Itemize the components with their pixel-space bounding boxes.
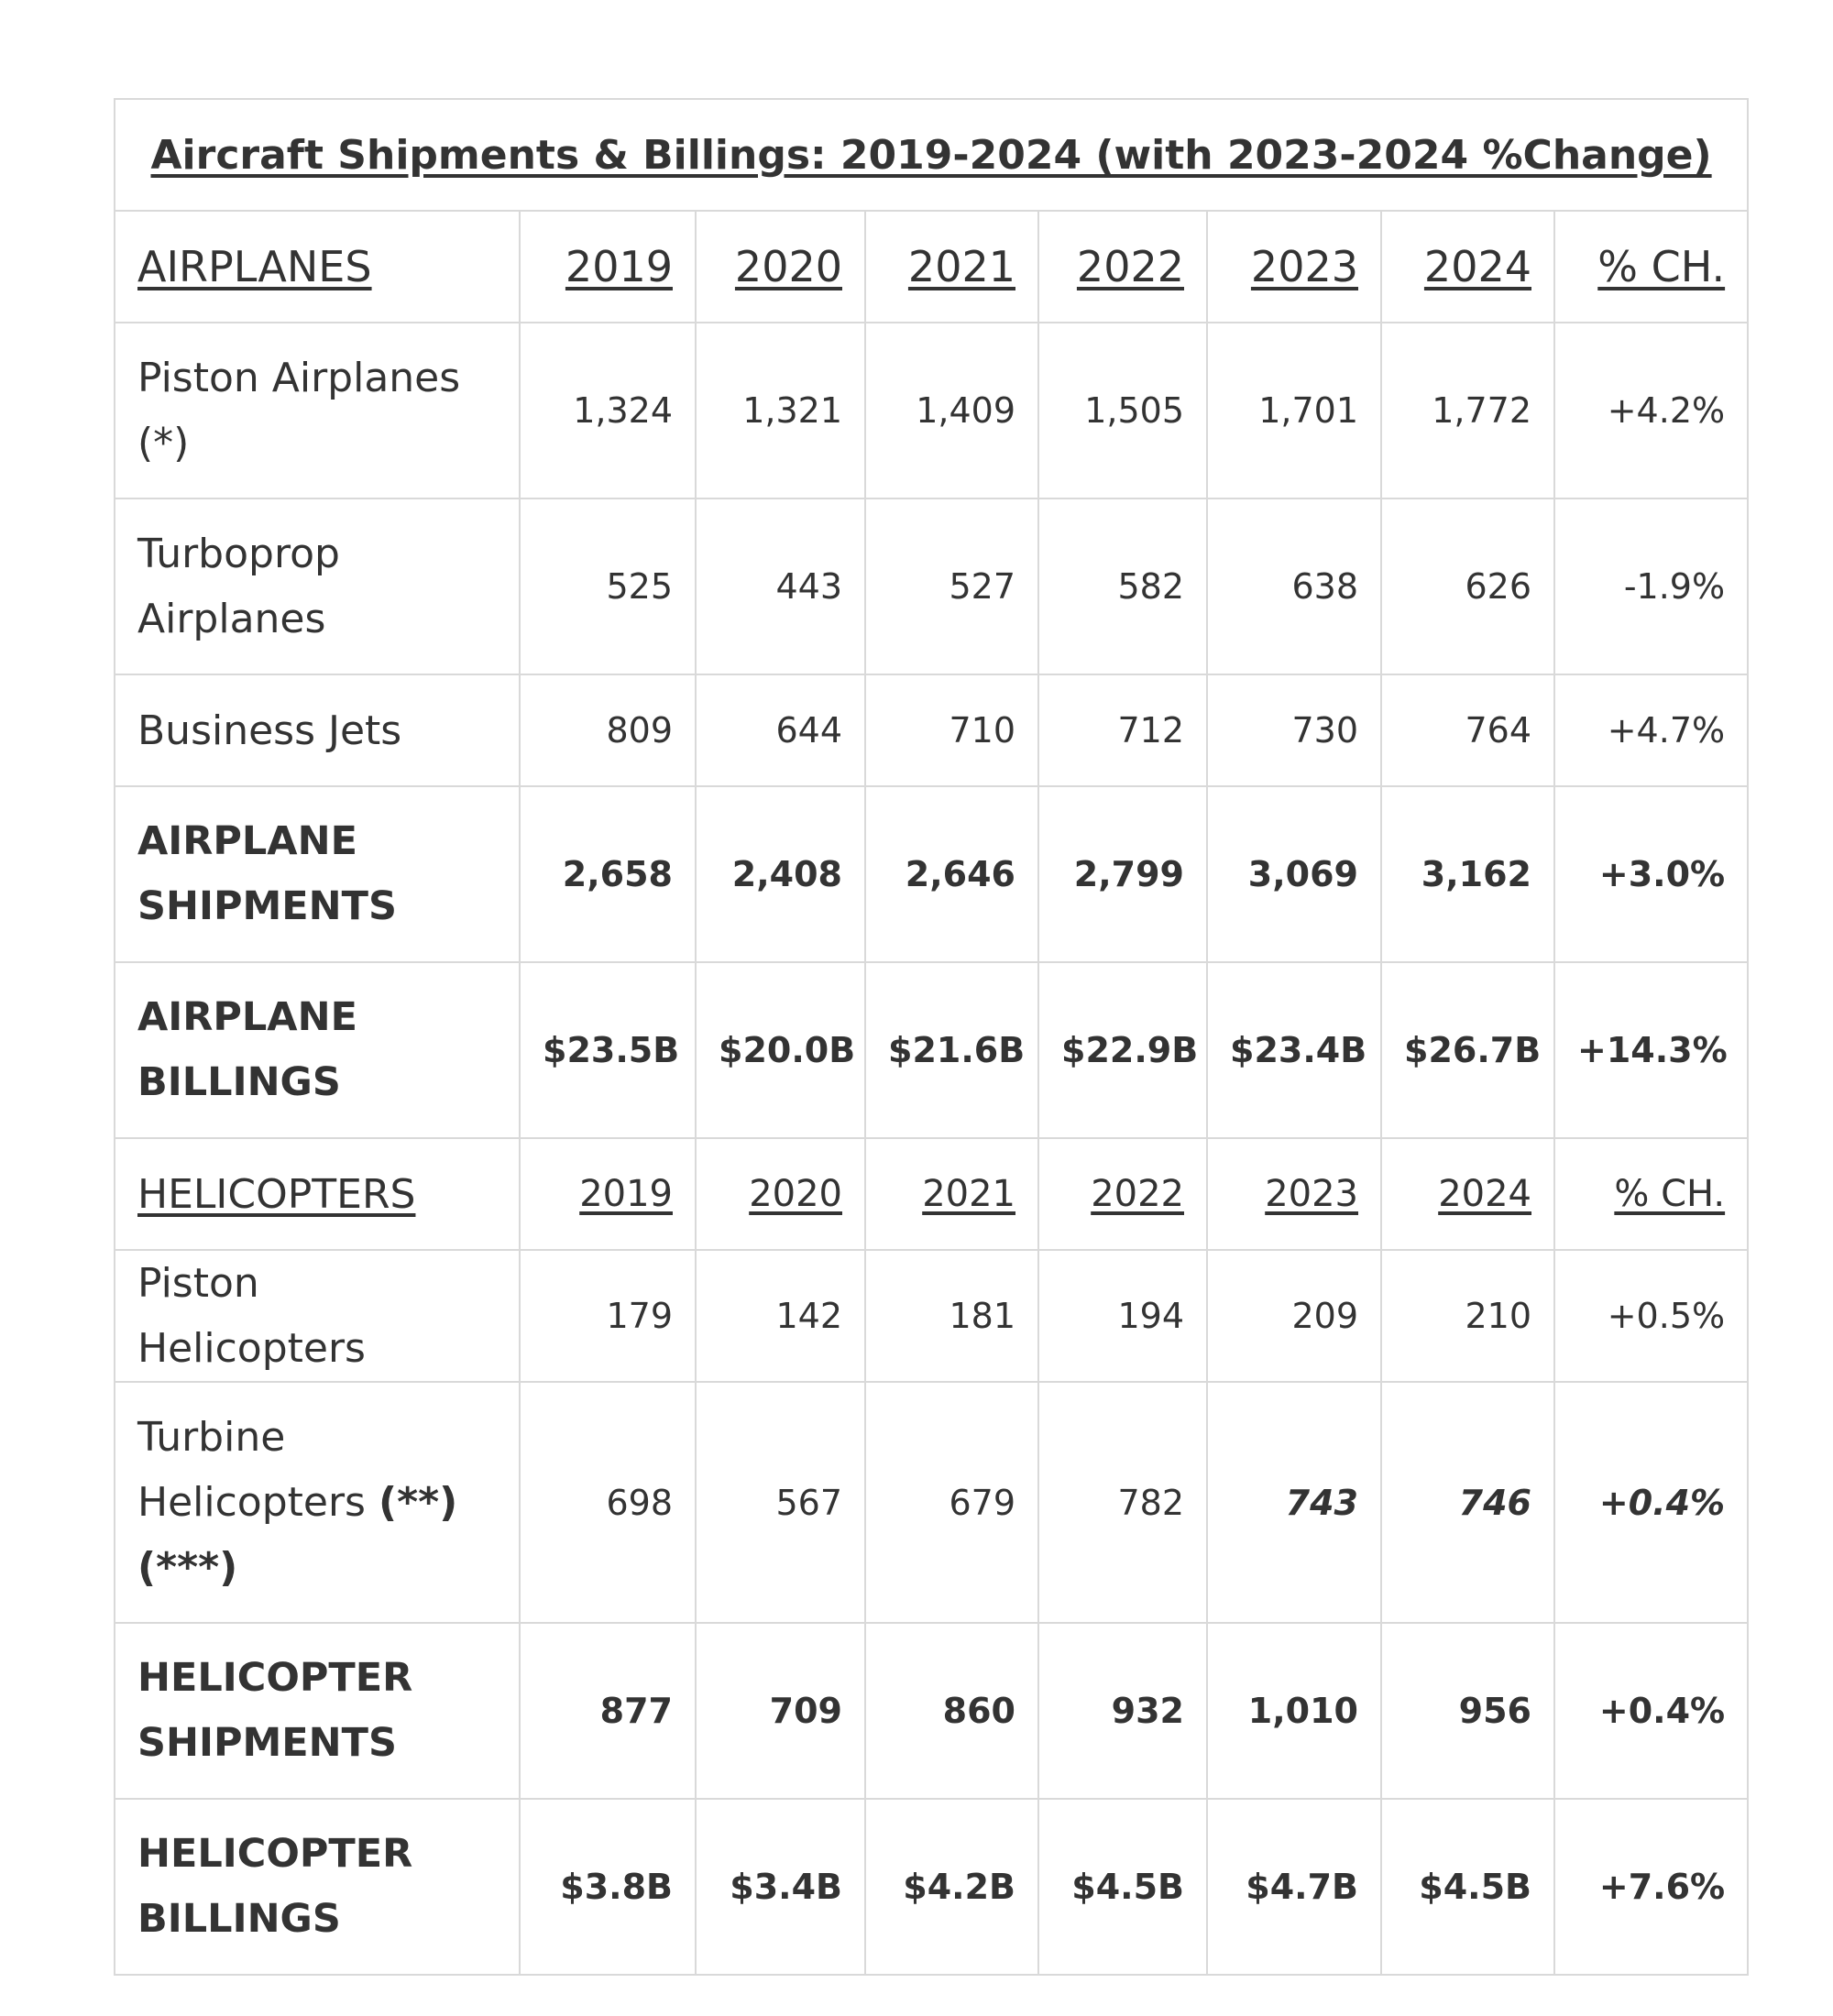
value-cell: 782 bbox=[1038, 1382, 1207, 1623]
value-cell: 626 bbox=[1381, 499, 1554, 674]
row-label: HELICOPTER SHIPMENTS bbox=[115, 1623, 520, 1799]
value-cell: 527 bbox=[865, 499, 1038, 674]
change-cell: +0.5% bbox=[1554, 1250, 1748, 1382]
value-cell: 209 bbox=[1207, 1250, 1381, 1382]
value-cell: 525 bbox=[520, 499, 696, 674]
value-cell: $4.7B bbox=[1207, 1799, 1381, 1975]
value-cell: $23.5B bbox=[520, 962, 696, 1138]
value-cell: 443 bbox=[696, 499, 865, 674]
value-cell: $4.5B bbox=[1381, 1799, 1554, 1975]
change-cell: +0.4% bbox=[1554, 1382, 1748, 1623]
year-header: 2024 bbox=[1438, 1173, 1531, 1215]
row-label: Turbine Helicopters (**) (***) bbox=[115, 1382, 520, 1623]
title-row bbox=[115, 99, 1748, 211]
table-row bbox=[115, 499, 1748, 674]
value-cell: $21.6B bbox=[865, 962, 1038, 1138]
change-header: % CH. bbox=[1597, 242, 1726, 291]
table-row bbox=[115, 1623, 1748, 1799]
year-header: 2021 bbox=[922, 1173, 1015, 1215]
value-cell: 679 bbox=[865, 1382, 1038, 1623]
change-cell: +4.2% bbox=[1554, 323, 1748, 499]
table-row bbox=[115, 674, 1748, 786]
value-cell: 710 bbox=[865, 674, 1038, 786]
value-cell: $22.9B bbox=[1038, 962, 1207, 1138]
helicopters-header-row bbox=[115, 1138, 1748, 1250]
row-label: Turboprop Airplanes bbox=[115, 499, 520, 674]
year-header: 2023 bbox=[1250, 242, 1358, 291]
year-header: 2019 bbox=[565, 242, 673, 291]
change-cell: +0.4% bbox=[1554, 1623, 1748, 1799]
value-cell: 1,324 bbox=[520, 323, 696, 499]
value-cell: 638 bbox=[1207, 499, 1381, 674]
row-label: Business Jets bbox=[115, 674, 520, 786]
value-cell: 860 bbox=[865, 1623, 1038, 1799]
table-row bbox=[115, 323, 1748, 499]
change-header: % CH. bbox=[1614, 1173, 1726, 1215]
value-cell: 746 bbox=[1381, 1382, 1554, 1623]
year-header: 2023 bbox=[1265, 1173, 1358, 1215]
value-cell: 956 bbox=[1381, 1623, 1554, 1799]
value-cell: $23.4B bbox=[1207, 962, 1381, 1138]
change-cell: +4.7% bbox=[1554, 674, 1748, 786]
value-cell: 709 bbox=[696, 1623, 865, 1799]
value-cell: $26.7B bbox=[1381, 962, 1554, 1138]
value-cell: 698 bbox=[520, 1382, 696, 1623]
value-cell: 764 bbox=[1381, 674, 1554, 786]
change-cell: +3.0% bbox=[1554, 786, 1748, 962]
value-cell: 2,646 bbox=[865, 786, 1038, 962]
helicopters-section-label: HELICOPTERS bbox=[137, 1170, 416, 1218]
value-cell: $4.5B bbox=[1038, 1799, 1207, 1975]
table-title: Aircraft Shipments & Billings: 2019-2024 (with 2023-2024 %Change) bbox=[115, 99, 1748, 211]
value-cell: 1,505 bbox=[1038, 323, 1207, 499]
value-cell: 2,799 bbox=[1038, 786, 1207, 962]
row-label: Piston Airplanes (*) bbox=[115, 323, 520, 499]
row-label: AIRPLANE SHIPMENTS bbox=[115, 786, 520, 962]
shipments-table bbox=[114, 98, 1749, 1976]
value-cell: 194 bbox=[1038, 1250, 1207, 1382]
year-header: 2020 bbox=[749, 1173, 842, 1215]
table-row bbox=[115, 962, 1748, 1138]
year-header: 2019 bbox=[579, 1173, 673, 1215]
value-cell: 582 bbox=[1038, 499, 1207, 674]
value-cell: 743 bbox=[1207, 1382, 1381, 1623]
value-cell: 1,409 bbox=[865, 323, 1038, 499]
change-cell: -1.9% bbox=[1554, 499, 1748, 674]
airplanes-section-label: AIRPLANES bbox=[137, 241, 372, 291]
row-label: HELICOPTER BILLINGS bbox=[115, 1799, 520, 1975]
value-cell: 567 bbox=[696, 1382, 865, 1623]
value-cell: 3,069 bbox=[1207, 786, 1381, 962]
value-cell: 2,408 bbox=[696, 786, 865, 962]
value-cell: 3,162 bbox=[1381, 786, 1554, 962]
row-label: AIRPLANE BILLINGS bbox=[115, 962, 520, 1138]
airplanes-header-row bbox=[115, 211, 1748, 323]
value-cell: 210 bbox=[1381, 1250, 1554, 1382]
row-label: Piston Helicopters bbox=[115, 1250, 520, 1382]
year-header: 2021 bbox=[907, 242, 1015, 291]
value-cell: 142 bbox=[696, 1250, 865, 1382]
value-cell: 179 bbox=[520, 1250, 696, 1382]
value-cell: 644 bbox=[696, 674, 865, 786]
value-cell: $3.4B bbox=[696, 1799, 865, 1975]
value-cell: 2,658 bbox=[520, 786, 696, 962]
table-row bbox=[115, 1250, 1748, 1382]
value-cell: 932 bbox=[1038, 1623, 1207, 1799]
year-header: 2022 bbox=[1076, 242, 1184, 291]
value-cell: 1,010 bbox=[1207, 1623, 1381, 1799]
year-header: 2024 bbox=[1423, 242, 1531, 291]
value-cell: 730 bbox=[1207, 674, 1381, 786]
value-cell: 809 bbox=[520, 674, 696, 786]
value-cell: $20.0B bbox=[696, 962, 865, 1138]
table-row bbox=[115, 1382, 1748, 1623]
value-cell: 1,772 bbox=[1381, 323, 1554, 499]
value-cell: 877 bbox=[520, 1623, 696, 1799]
value-cell: 1,321 bbox=[696, 323, 865, 499]
change-cell: +7.6% bbox=[1554, 1799, 1748, 1975]
year-header: 2020 bbox=[734, 242, 842, 291]
year-header: 2022 bbox=[1091, 1173, 1184, 1215]
table-row bbox=[115, 1799, 1748, 1975]
value-cell: $4.2B bbox=[865, 1799, 1038, 1975]
change-cell: +14.3% bbox=[1554, 962, 1748, 1138]
value-cell: 181 bbox=[865, 1250, 1038, 1382]
value-cell: 712 bbox=[1038, 674, 1207, 786]
value-cell: $3.8B bbox=[520, 1799, 696, 1975]
table-row bbox=[115, 786, 1748, 962]
value-cell: 1,701 bbox=[1207, 323, 1381, 499]
